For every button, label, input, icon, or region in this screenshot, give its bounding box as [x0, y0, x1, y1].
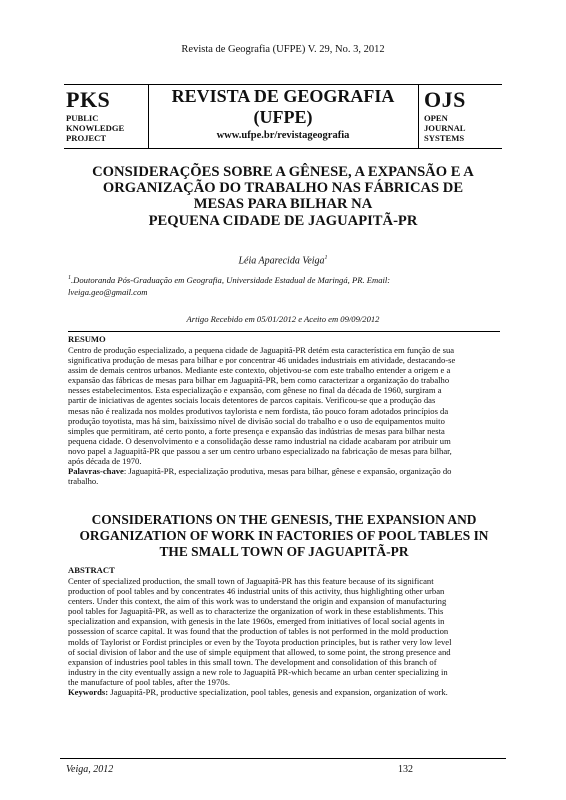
resumo-line: novo papel a Jaguapitã-PR que passou a ser um centro urbano especializado na fabricação de mesas para bilhar, [68, 445, 452, 456]
keywords-text: : Jaguapitã-PR, especialização produtiva, mesas para bilhar, gênese e expansão, organização do [123, 466, 452, 477]
title-line: ORGANIZAÇÃO DO TRABALHO NAS FÁBRICAS DE [102, 180, 464, 197]
author-affiliation [68, 272, 498, 298]
author-footnote-mark: 1 [324, 255, 328, 261]
footer-rule [60, 758, 506, 759]
ojs-subtitle [424, 113, 466, 144]
abstract-line: possession of scarce capital. It was found that the production of tables is not performed in the mold production [68, 626, 449, 637]
article-title-pt [60, 164, 506, 229]
keywords-text: Jaguapitã-PR, productive specialization, pool tables, genesis and expansion, organization of work. [108, 687, 448, 698]
pks-sub-line: PROJECT [66, 133, 107, 144]
article-title-en [62, 512, 506, 560]
abstract-line: molds of Taylorist or Fordist principles or even by the Toyota production principles, but is rather very low level [68, 636, 452, 647]
masthead-top-rule [64, 84, 502, 85]
abstract-line: pool tables for Jaguapitã-PR, as well as to characterize the organization of work in these establishments. This [68, 606, 444, 617]
affiliation-footnote-mark: 1 [68, 275, 71, 281]
resumo-line: Centro de produção especializado, a pequena cidade de Jaguapitã-PR detém esta característica em função de sua [68, 345, 455, 355]
abstract-line: industry in the city eventually assign a new role to Jaguapitã PR-which became an urban center specializing in [68, 666, 448, 677]
keywords-label: Palavras-chave [68, 466, 124, 477]
author-name [0, 255, 566, 266]
journal-citation: Revista de Geografia (UFPE) V. 29, No. 3, 2012 [181, 44, 385, 55]
resumo-line: após década de 1970. [68, 456, 142, 467]
resumo-line: partir de iniciativas de agentes sociais locais detentores de parcos capitais. Verificou-se que a produção das [68, 395, 436, 406]
abstract-keywords [68, 687, 500, 697]
resumo-line: significativa produção de mesas para bilhar e por concentrar 46 unidades industriais em atividade, destacando-se [68, 355, 456, 366]
abstract-line: production of pool tables and by concentrates 46 industrial units of this activity, thus highlighting other urban [68, 586, 445, 597]
abstract-line: specialization and expansion, with genesis in the late 1960s, emerged from initiatives of local social agents in [68, 616, 445, 627]
resumo-line: nesses estabelecimentos. Esta especialização e expansão, com gênese no final da década de 1960, surgiram a [68, 385, 442, 396]
pks-sub-line: KNOWLEDGE [66, 123, 125, 134]
ojs-logo-text: OJS [424, 87, 466, 112]
masthead-divider-left [148, 84, 149, 148]
received-accepted-dates: Artigo Recebido em 05/01/2012 e Aceito em 09/09/2012 [186, 314, 380, 324]
resumo-line: assim de demais centros urbanos. Mediante este contexto, objetivou-se com este trabalho entender a origem e a [68, 365, 451, 376]
resumo-line: expansão das fábricas de mesas para bilhar em Jaguapitã-PR, bem como caracterizar a organização do trabalho [68, 375, 450, 386]
journal-title [150, 86, 416, 128]
journal-title-line: REVISTA DE GEOGRAFIA [171, 86, 395, 106]
resumo-line: pequena cidade. O desenvolvimento e a consolidação desse ramo industrial na cidade acabaram por atribuir um [68, 435, 451, 446]
resumo-line: simples que permitiram, até certo ponto, a forte presença e expansão das indústrias de mesas para bilhar nesta [68, 425, 445, 436]
title-line: ORGANIZATION OF WORK IN FACTORIES OF POOL TABLES IN [79, 528, 489, 543]
abstract-heading: ABSTRACT [68, 565, 115, 575]
masthead-divider-right [418, 84, 419, 148]
masthead-bottom-rule [64, 148, 502, 149]
abstract-line: Center of specialized production, the small town of Jaguapitã-PR has this feature because of its significant [68, 576, 434, 586]
journal-title-line: (UFPE) [253, 107, 313, 127]
author-email[interactable]: lveiga.geo@gmail.com [68, 286, 148, 297]
footer-author-year: Veiga, 2012 [66, 764, 114, 775]
author-name-text: Léia Aparecida Veiga [238, 255, 325, 267]
ojs-sub-line: SYSTEMS [424, 133, 465, 144]
resumo-body [68, 345, 500, 486]
abstract-line: centers. Under this context, the aim of this work was to understand the origin and expansion of manufacturing [68, 596, 447, 607]
pks-sub-line: PUBLIC [66, 113, 99, 123]
page-number: 132 [398, 764, 413, 775]
title-line: THE SMALL TOWN OF JAGUAPITÃ-PR [159, 544, 409, 559]
affiliation-text: .Doutoranda Pós-Graduação em Geografia, Universidade Estadual de Maringá, PR. Email: [71, 274, 391, 285]
resumo-heading: RESUMO [68, 334, 106, 344]
resumo-line: mesas não é realizada nos moldes produtivos taylorista e nem fordista, tão pouco foram adotados princípios da [68, 405, 449, 416]
resumo-keywords-cont: trabalho. [68, 476, 99, 487]
resumo-keywords [68, 466, 500, 476]
ojs-sub-line: OPEN [424, 113, 448, 123]
keywords-label: Keywords: [68, 687, 109, 698]
pks-logo-text: PKS [66, 87, 111, 112]
journal-url: www.ufpe.br/revistageografia [216, 130, 350, 141]
abstract-body [68, 576, 500, 697]
pks-subtitle [66, 113, 124, 144]
title-line: MESAS PARA BILHAR NA [193, 196, 373, 213]
title-line: CONSIDERATIONS ON THE GENESIS, THE EXPANSION AND [91, 512, 477, 527]
title-line: PEQUENA CIDADE DE JAGUAPITÃ-PR [148, 212, 418, 229]
resumo-rule [68, 331, 500, 332]
resumo-line: produção toyotista, mas há sim, baixíssimo nível de divisão social do trabalho e o uso de equipamentos muito [68, 415, 445, 426]
title-line: CONSIDERAÇÕES SOBRE A GÊNESE, A EXPANSÃO E A [92, 164, 474, 180]
abstract-line: the manufacture of pool tables, after the 1970s. [68, 676, 231, 687]
abstract-line: expansion of industries pool tables in this small town. The development and consolidation of this branch of [68, 656, 437, 667]
ojs-sub-line: JOURNAL [424, 123, 466, 134]
abstract-line: of social division of labor and the use of simple equipment that allowed, to some point, the strong presence and [68, 646, 451, 657]
